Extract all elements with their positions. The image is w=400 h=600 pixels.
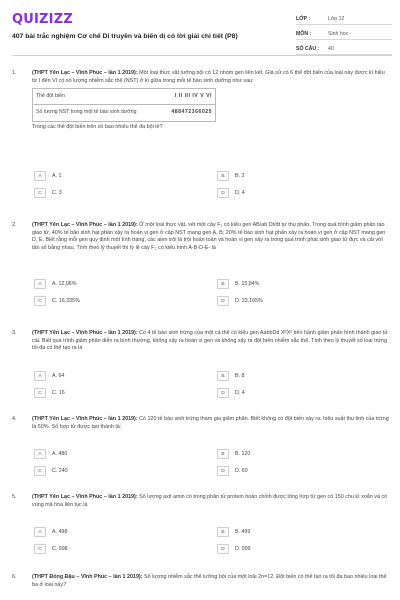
question-source: (THPT Yên Lạc – Vĩnh Phúc – lần 1 2019): — [32, 416, 138, 422]
option-b[interactable] — [217, 170, 244, 182]
option-c[interactable] — [34, 387, 65, 399]
option-text: C. 3 — [52, 190, 62, 196]
option-text: B. 120 — [235, 451, 251, 457]
options-q3 — [34, 370, 390, 404]
question-1 — [12, 70, 390, 132]
option-letter: A — [34, 279, 46, 289]
question-number: 3. — [12, 330, 17, 336]
worksheet-meta — [296, 14, 392, 59]
table-row — [33, 89, 215, 105]
option-letter: C — [34, 388, 46, 398]
option-text: B. 15,84% — [235, 281, 260, 287]
option-letter: D — [217, 296, 229, 306]
question-2 — [12, 222, 390, 252]
option-a[interactable] — [34, 170, 61, 182]
option-b[interactable] — [217, 370, 244, 382]
meta-class-label: LỚP : — [296, 16, 311, 22]
chromosome-table — [32, 88, 216, 122]
meta-class-value: Lớp 12 — [328, 16, 345, 22]
option-d[interactable] — [217, 187, 245, 199]
option-c[interactable] — [34, 295, 80, 307]
option-c[interactable] — [34, 187, 62, 199]
question-number: 4. — [12, 416, 17, 422]
option-text: B. 499 — [235, 529, 251, 535]
question-source: (THPT Đồng Đậu – Vĩnh Phúc – lần 1 2019): — [32, 574, 143, 580]
table-row — [33, 105, 215, 121]
option-text: C. 240 — [52, 468, 68, 474]
option-a[interactable] — [34, 278, 76, 290]
option-d[interactable] — [217, 295, 263, 307]
question-5 — [12, 494, 390, 509]
meta-count-value: 40 — [328, 46, 334, 52]
option-text: B. 2 — [235, 173, 245, 179]
question-source: (THPT Yên Lạc – Vĩnh Phúc – lần 1 2019): — [32, 222, 138, 228]
option-letter: B — [217, 527, 229, 537]
option-b[interactable] — [217, 526, 250, 538]
option-b[interactable] — [217, 448, 250, 460]
option-a[interactable] — [34, 526, 67, 538]
option-c[interactable] — [34, 543, 68, 555]
question-number: 2. — [12, 222, 17, 228]
options-q1 — [34, 170, 390, 204]
option-text: D. 4 — [235, 390, 245, 396]
option-text: A. 1 — [52, 173, 62, 179]
quizizz-logo: QUIZIZZ — [12, 12, 73, 27]
option-letter: D — [217, 544, 229, 554]
option-d[interactable] — [217, 543, 251, 555]
option-text: C. 16,335% — [52, 298, 80, 304]
option-text: B. 8 — [235, 373, 245, 379]
option-letter: C — [34, 544, 46, 554]
option-text: A. 12,06% — [52, 281, 77, 287]
meta-subject-label: MÔN : — [296, 31, 312, 37]
option-letter: D — [217, 188, 229, 198]
question-text: Một loài thực vật lưỡng bội có 12 nhóm gen liên kết. Giả sử có 6 thể đột biến của loài này được kí hiệu từ I đến VI có số lượng nhiễm sắc thể (NST) ở kì giữa trong mỗi tế bào sinh dưỡng như sau: — [32, 70, 385, 84]
option-text: C. 998 — [52, 546, 68, 552]
option-text: C. 16 — [52, 390, 65, 396]
question-text: Số lượng nhiễm sắc thể lưỡng bội của một loài 2n=12. Đột biến có thể tạo ra tối đa bao nhiêu loại thể ba ở loài này? — [32, 574, 387, 588]
option-a[interactable] — [34, 448, 67, 460]
options-q4 — [34, 448, 390, 482]
meta-count-label: SỐ CÂU : — [296, 46, 320, 52]
question-text: Có 120 tế bào sinh trứng tham gia giảm phân. Biết không có đột biến xảy ra, hiệu suất thụ tinh của trứng là 50%. Số hợp tử được tạo thành là: — [32, 416, 389, 430]
option-letter: A — [34, 527, 46, 537]
option-letter: B — [217, 279, 229, 289]
option-d[interactable] — [217, 387, 245, 399]
question-number: 5. — [12, 494, 17, 500]
option-letter: B — [217, 371, 229, 381]
option-letter: C — [34, 188, 46, 198]
option-letter: D — [217, 388, 229, 398]
table-cell: 488472366025 — [171, 109, 212, 116]
option-letter: A — [34, 449, 46, 459]
page-title: 407 bài trắc nghiệm Cơ chế Di truyền và biến dị có lời giải chi tiết (P8) — [12, 33, 238, 40]
question-source: (THPT Yên Lạc – Vĩnh Phúc – lần 1 2019): — [32, 70, 138, 76]
options-q5 — [34, 526, 390, 560]
question-text: Ở một loài thực vật, xét một cây F₁ có kiểu gen AB/ab Dt/dt tự thụ phấn. Trong quá trình giảm phân tạo giao tử, 40% tế bào sinh hạt phấn xảy ra hoán vị gen ở cặp NST mang gen A, B; 20% tế bào sinh hạt phấn xảy ra hoán vị gen ở cặp NST mang gen D, E. Biết rằng mỗi gen quy định một tính trạng, các alen trội là trội hoàn toàn và hoán vị gen xảy ra trong quá trình phát sinh giao tử đực và cái với tần số bằng nhau. Tính theo lý thuyết thì tỷ lệ cây F₂ có kiểu hình A-B-D-E- là — [32, 222, 386, 251]
question-text: Có 4 tế bào sinh trứng của một cá thể có kiểu gen AabbDd XᴱXᵉ tiến hành giảm phân hình thành giao tử cái. Biết quá trình giảm phân diễn ra bình thường, không xảy ra hoán vị gen và không xảy ra đột biến nhiễm sắc thể. Tính theo lý thuyết số loại trứng tối đa có thể tạo ra là — [32, 330, 388, 352]
option-letter: A — [34, 171, 46, 181]
option-b[interactable] — [217, 278, 259, 290]
question-number: 1. — [12, 70, 17, 76]
option-letter: C — [34, 296, 46, 306]
meta-subject-value: Sinh học — [328, 31, 349, 37]
option-letter: D — [217, 466, 229, 476]
meta-subject-row — [296, 29, 392, 40]
meta-count-row — [296, 44, 392, 55]
question-4 — [12, 416, 390, 431]
meta-class-row — [296, 14, 392, 25]
option-text: A. 64 — [52, 373, 65, 379]
options-q2 — [34, 278, 390, 312]
option-text: D. 4 — [235, 190, 245, 196]
table-cell: Thể đột biến — [36, 92, 65, 99]
option-text: D. 33,165% — [235, 298, 263, 304]
question-number: 6. — [12, 574, 17, 580]
option-text: A. 498 — [52, 529, 68, 535]
question-source: (THPT Yên Lạc – Vĩnh Phúc – lần 1 2019): — [32, 494, 138, 500]
header-divider — [12, 55, 392, 56]
question-followup: Trong các thể đột biến trên có bao nhiêu thể đa bội lẻ? — [32, 124, 163, 131]
option-letter: B — [217, 449, 229, 459]
option-letter: C — [34, 466, 46, 476]
option-a[interactable] — [34, 370, 64, 382]
option-text: A. 480 — [52, 451, 68, 457]
option-text: D. 60 — [235, 468, 248, 474]
question-3 — [12, 330, 390, 353]
table-cell: I II III IV V VI — [174, 92, 212, 99]
option-letter: B — [217, 171, 229, 181]
table-cell: Số lượng NST trong một tế bào sinh dưỡng — [36, 109, 137, 116]
option-letter: A — [34, 371, 46, 381]
question-source: (THPT Yên Lạc – Vĩnh Phúc – lần 1 2019): — [32, 330, 138, 336]
option-c[interactable] — [34, 465, 68, 477]
option-d[interactable] — [217, 465, 248, 477]
option-text: D. 999 — [235, 546, 251, 552]
question-6 — [12, 574, 390, 589]
question-text: Số lượng axit amin có trong phân tử protein hoàn chỉnh được tổng hợp từ gen có 150 chu kì xoắn và có vùng mã hóa liên tục là — [32, 494, 388, 508]
